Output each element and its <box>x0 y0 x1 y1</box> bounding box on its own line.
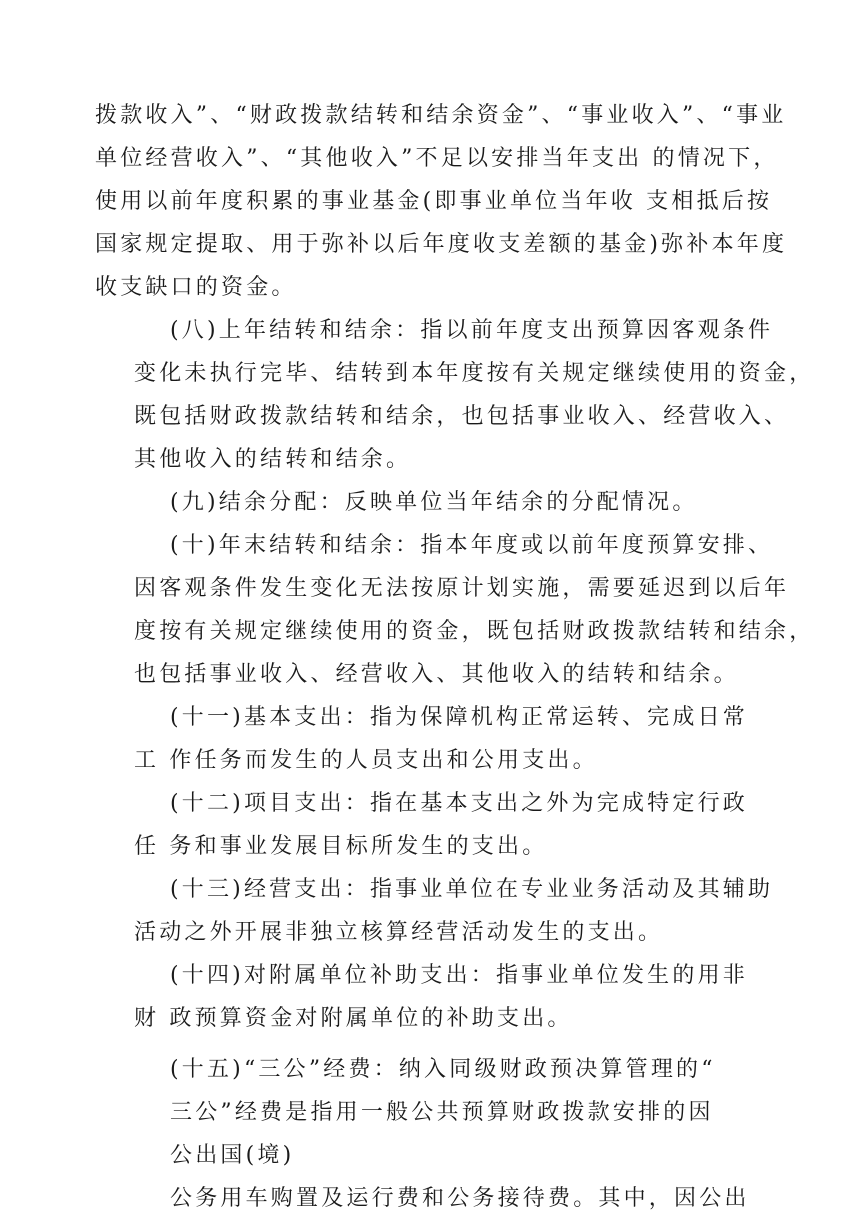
text-line: 工 作任务而发生的人员支出和公用支出。 <box>134 748 598 773</box>
text-line: (十一)基本支出：指为保障机构正常运转、完成日常 <box>170 705 748 730</box>
text-line: 公务用车购置及运行费和公务接待费。其中，因公出 <box>170 1186 750 1211</box>
text-line: (十二)项目支出：指在基本支出之外为完成特定行政 <box>170 791 748 816</box>
text-line: (八)上年结转和结余：指以前年度支出预算因客观条件 <box>170 318 774 343</box>
text-line: (十三)经营支出：指事业单位在专业业务活动及其辅助 <box>170 877 774 902</box>
text-line: 也包括事业收入、经营收入、其他收入的结转和结余。 <box>134 662 739 687</box>
text-line: 变化未执行完毕、结转到本年度按有关规定继续使用的资金， <box>134 361 815 386</box>
text-line: 既包括财政拨款结转和结余，也包括事业收入、经营收入、 <box>134 404 790 429</box>
text-line: (十)年末结转和结余：指本年度或以前年度预算安排、 <box>170 533 774 558</box>
text-line: 单位经营收入”、“其他收入”不足以安排当年支出 的情况下， <box>95 146 779 171</box>
text-line: 其他收入的结转和结余。 <box>134 447 412 472</box>
text-line: (十四)对附属单位补助支出：指事业单位发生的用非 <box>170 963 748 988</box>
text-line: (九)结余分配：反映单位当年结余的分配情况。 <box>170 490 698 515</box>
text-line: 收支缺口的资金。 <box>95 275 297 300</box>
text-line: 因客观条件发生变化无法按原计划实施，需要延迟到以后年 <box>134 576 790 601</box>
text-line: 财 政预算资金对附属单位的补助支出。 <box>134 1006 573 1031</box>
text-line: (十五)“三公”经费：纳入同级财政预决算管理的“ <box>170 1057 716 1082</box>
text-line: 使用以前年度积累的事业基金(即事业单位当年收 支相抵后按 <box>95 189 773 214</box>
text-line: 度按有关规定继续使用的资金，既包括财政拨款结转和结余， <box>134 619 815 644</box>
text-line: 三公”经费是指用一般公共预算财政拨款安排的因 <box>170 1100 714 1125</box>
text-line: 任 务和事业发展目标所发生的支出。 <box>134 834 548 859</box>
text-line: 活动之外开展非独立核算经营活动发生的支出。 <box>134 920 664 945</box>
text-line: 公出国(境) <box>170 1143 295 1168</box>
text-line: 拨款收入”、“财政拨款结转和结余资金”、“事业收入”、“事业 <box>95 103 787 128</box>
text-line: 国家规定提取、用于弥补以后年度收支差额的基金)弥补本年度 <box>95 232 788 257</box>
